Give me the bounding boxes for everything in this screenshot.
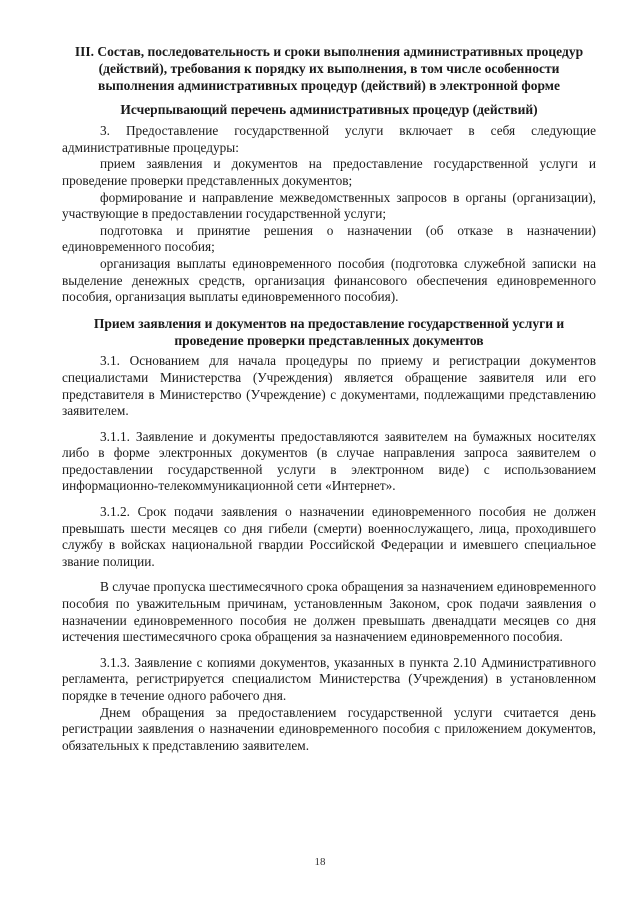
procedure-item-decision: подготовка и принятие решения о назначении (об отказе в назначении) единовременного пособия; [62, 222, 596, 255]
section-title: III. Состав, последовательность и сроки выполнения административных процедур (действий), требования к порядку их выполнения, в том числе особенности выполнения административных процедур (действий) в электронной форме [74, 44, 584, 93]
paragraph-3-1-1: 3.1.1. Заявление и документы предоставляются заявителем на бумажных носителях либо в форме электронных документов (в случае направления запроса заявителем о предоставлении государственной услуги в электронном виде) с использованием информационно-телекоммуникационной сети «Интернет». [62, 428, 596, 494]
paragraph-3-1-3: 3.1.3. Заявление с копиями документов, указанных в пункта 2.10 Административного регламента, регистрируется специалистом Министерства (Учреждения) в установленном порядке в течение одного рабочего дня. [62, 654, 596, 703]
procedure-item-payment: организация выплаты единовременного пособия (подготовка служебной записки на выделение денежных средств, организация финансового обеспечения единовременного пособия, организация выплаты единовременного пособия). [62, 255, 596, 305]
paragraph-missed-deadline: В случае пропуска шестимесячного срока обращения за назначением единовременного пособия по уважительным причинам, установленным Законом, срок подачи заявления о назначении единовременного пособия не должен превышать двенадцати месяцев со дня истечения шестимесячного срока обращения за назначением единовременного пособия. [62, 579, 596, 645]
procedure-item-reception: прием заявления и документов на предоставление государственной услуги и проведение проверки представленных документов; [62, 156, 596, 188]
procedure-item-interagency-requests: формирование и направление межведомственных запросов в органы (организации), участвующие в предоставлении государственной услуги; [62, 189, 596, 222]
procedures-heading: Исчерпывающий перечень административных процедур (действий) [120, 102, 538, 118]
reception-heading: Прием заявления и документов на предоставление государственной услуги и проведение проверки представленных документов [93, 315, 565, 348]
paragraph-application-date: Днем обращения за предоставлением государственной услуги считается день регистрации заявления о назначении единовременного пособия с приложением документов, обязательных к представлению заявителем. [62, 704, 596, 753]
paragraph-3-1-2: 3.1.2. Срок подачи заявления о назначении единовременного пособия не должен превышать шести месяцев со дня гибели (смерти) военнослужащего, лица, проходившего службу в войсках национальной гвардии Российской Федерации и имевшего специальное звание полиции. [62, 504, 596, 569]
document-page [62, 44, 596, 754]
paragraph-3: 3. Предоставление государственной услуги включает в себя следующие административные процедуры: [62, 123, 596, 155]
page-number: 18 [314, 856, 326, 868]
paragraph-3-1: 3.1. Основанием для начала процедуры по приему и регистрации документов специалистами Министерства (Учреждения) является обращение заявителя или его представителя в Министерство (Учреждение) с документами, подлежащими представлению заявителем. [62, 353, 596, 419]
